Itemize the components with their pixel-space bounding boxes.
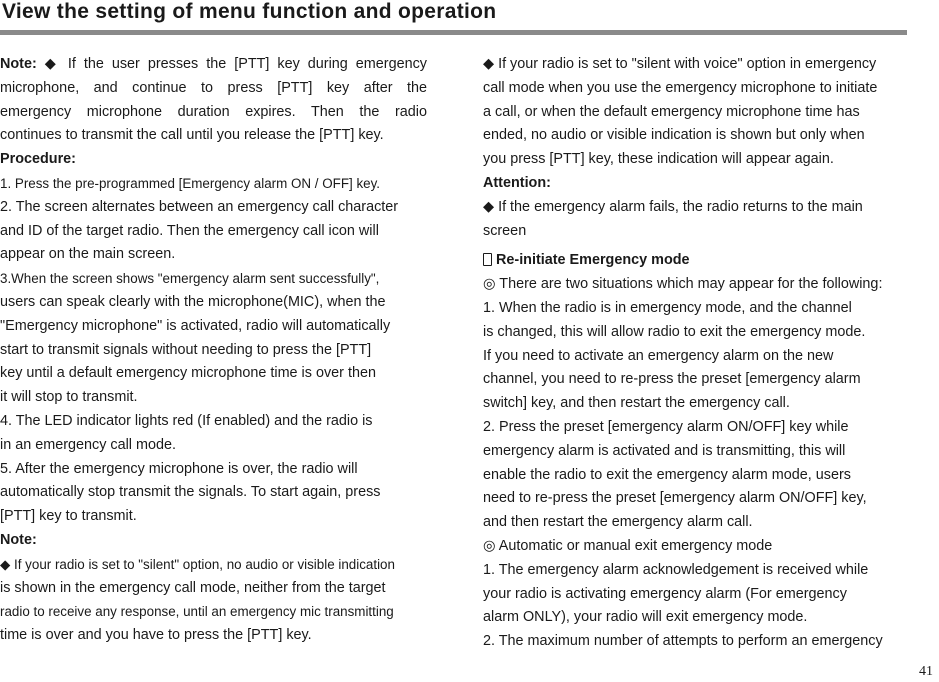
silent-voice-line: ◆ If your radio is set to "silent with voice" option in emergency xyxy=(483,56,877,72)
reinitiate-line: enable the radio to exit the emergency alarm mode, users xyxy=(483,466,851,483)
procedure-line: "Emergency microphone" is activated, radio will automatically xyxy=(0,317,391,334)
procedure-label: Procedure: xyxy=(0,151,76,168)
procedure-line: in an emergency call mode. xyxy=(0,436,176,453)
reinitiate-line: and then restart the emergency alarm call. xyxy=(483,514,753,531)
note2-line: ◆ If your radio is set to "silent" option, no audio or visible indication xyxy=(0,556,395,572)
procedure-line: appear on the main screen. xyxy=(0,246,176,263)
procedure-line: start to transmit signals without needing to press the [PTT] xyxy=(0,341,372,358)
procedure-line: 2. The screen alternates between an emergency call character xyxy=(0,198,399,215)
reinitiate-line: 1. The emergency alarm acknowledgement is received while xyxy=(483,561,869,578)
procedure-line: and ID of the target radio. Then the emergency call icon will xyxy=(0,222,379,239)
reinitiate-line: need to re-press the preset [emergency alarm ON/OFF] key, xyxy=(483,490,867,507)
procedure-line: users can speak clearly with the microphone(MIC), when the xyxy=(0,293,386,310)
note-label: Note: xyxy=(0,531,37,548)
note-label: Note: xyxy=(0,56,37,72)
title-underline xyxy=(0,30,907,35)
note1-line: microphone, and continue to press [PTT] key after the xyxy=(0,79,427,96)
silent-voice-line: you press [PTT] key, these indication will appear again. xyxy=(483,151,834,168)
page-title: View the setting of menu function and operation xyxy=(2,0,497,23)
attention-line: ◆ If the emergency alarm fails, the radio returns to the main xyxy=(483,198,863,215)
reinitiate-line: emergency alarm is activated and is transmitting, this will xyxy=(483,442,846,459)
procedure-line: automatically stop transmit the signals. To start again, press xyxy=(0,484,381,501)
attention-label: Attention: xyxy=(483,174,551,191)
silent-voice-line: a call, or when the default emergency microphone time has xyxy=(483,103,860,120)
left-column xyxy=(0,53,427,648)
reinitiate-line: If you need to activate an emergency alarm on the new xyxy=(483,347,834,364)
note1-line: continues to transmit the call until you release the [PTT] key. xyxy=(0,127,384,144)
silent-voice-line: call mode when you use the emergency microphone to initiate xyxy=(483,79,878,96)
right-column xyxy=(483,53,908,654)
procedure-line: 3.When the screen shows "emergency alarm sent successfully", xyxy=(0,271,380,287)
note2-line: time is over and you have to press the [PTT] key. xyxy=(0,627,312,644)
reinitiate-line: your radio is activating emergency alarm (For emergency xyxy=(483,585,847,602)
reinitiate-line: switch] key, and then restart the emergency call. xyxy=(483,395,790,412)
procedure-line: it will stop to transmit. xyxy=(0,389,138,406)
note1-line: Note: ◆ If the user presses the [PTT] key during emergency xyxy=(0,56,427,72)
page-number: 41 xyxy=(919,664,933,679)
reinitiate-line: 2. Press the preset [emergency alarm ON/OFF] key while xyxy=(483,418,849,435)
reinitiate-line: is changed, this will allow radio to exit the emergency mode. xyxy=(483,323,866,340)
note2-line: radio to receive any response, until an emergency mic transmitting xyxy=(0,604,394,620)
document-icon xyxy=(483,253,492,266)
reinitiate-line: 2. The maximum number of attempts to perform an emergency xyxy=(483,633,883,650)
reinitiate-line: 1. When the radio is in emergency mode, and the channel xyxy=(483,299,852,316)
reinitiate-line: alarm ONLY), your radio will exit emergency mode. xyxy=(483,609,808,626)
reinitiate-line: ◎ Automatic or manual exit emergency mode xyxy=(483,537,773,554)
procedure-line: 1. Press the pre-programmed [Emergency alarm ON / OFF] key. xyxy=(0,175,381,191)
attention-line: screen xyxy=(483,222,527,239)
reinitiate-heading: Re-initiate Emergency mode xyxy=(483,249,908,273)
procedure-line: key until a default emergency microphone time is over then xyxy=(0,365,376,382)
note2-line: is shown in the emergency call mode, neither from the target xyxy=(0,579,386,596)
procedure-line: 5. After the emergency microphone is over, the radio will xyxy=(0,460,358,477)
silent-voice-line: ended, no audio or visible indication is shown but only when xyxy=(483,127,865,144)
reinitiate-line: ◎ There are two situations which may appear for the following: xyxy=(483,276,883,293)
procedure-line: [PTT] key to transmit. xyxy=(0,508,137,525)
reinitiate-line: channel, you need to re-press the preset [emergency alarm xyxy=(483,371,861,388)
note1-line: emergency microphone duration expires. Then the radio xyxy=(0,103,427,120)
procedure-line: 4. The LED indicator lights red (If enabled) and the radio is xyxy=(0,412,373,429)
